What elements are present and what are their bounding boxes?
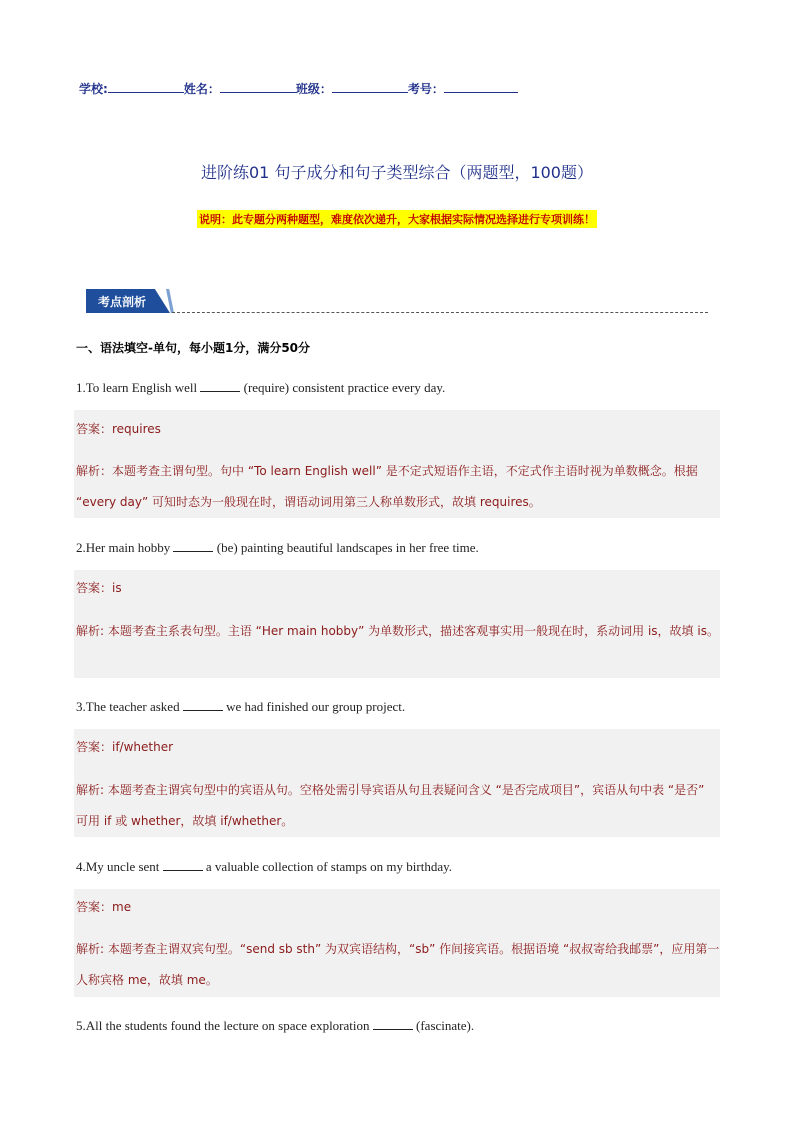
question-5-before: 5.All the students found the lecture on space exploration: [76, 1018, 373, 1033]
question-3-after: we had finished our group project.: [222, 699, 406, 714]
section-tab-label: 考点剖析: [98, 295, 147, 309]
answer-2: 答案：is: [76, 581, 122, 595]
note-wrapper: [0, 208, 794, 228]
exam-id-field[interactable]: [408, 80, 518, 97]
section-divider: [172, 312, 708, 313]
answer-3: 答案：if/whether: [76, 740, 174, 754]
question-4-before: 4.My uncle sent: [76, 859, 163, 874]
question-2: [76, 540, 479, 556]
question-1-before: 1.To learn English well: [76, 380, 201, 395]
question-4: [76, 859, 452, 875]
document-title: 进阶练01 句子成分和句子类型综合（两题型，100题）: [201, 163, 593, 182]
instruction-note: 说明：此专题分两种题型，难度依次递升，大家根据实际情况选择进行专项训练！: [197, 210, 597, 228]
school-label: 学校:: [79, 82, 108, 96]
question-1: [76, 380, 445, 396]
explanation-2: 解析: 本题考查主系表句型。主语 “Her main hobby” 为单数形式，描述客观事实用一般现在时，系动词用 is，故填 is。: [76, 624, 719, 638]
question-2-blank[interactable]: [173, 540, 213, 552]
class-blank[interactable]: [332, 82, 408, 93]
question-1-blank[interactable]: [200, 380, 240, 392]
exam-id-label: 考号：: [407, 82, 444, 96]
student-info-fields: [79, 80, 518, 97]
question-5: [76, 1018, 474, 1034]
question-3-before: 3.The teacher asked: [76, 699, 183, 714]
school-blank[interactable]: [108, 82, 184, 93]
explanation-1: 解析：本题考查主谓句型。句中 “To learn English well” 是不定式短语作主语，不定式作主语时视为单数概念。根据 “every day” 可知时态为一般现在时，谓语动词用第三人称单数形式，故填 requires。: [76, 464, 698, 509]
name-field[interactable]: [184, 80, 296, 97]
explanation-3: 解析: 本题考查主谓宾句型中的宾语从句。空格处需引导宾语从句且表疑问含义 “是否完成项目”，宾语从句中表 “是否” 可用 if 或 whether，故填 if/whether。: [76, 783, 705, 828]
question-4-after: a valuable collection of stamps on my birthday.: [202, 859, 452, 874]
question-5-after: (fascinate).: [412, 1018, 475, 1033]
school-field[interactable]: [79, 80, 184, 97]
class-field[interactable]: [296, 80, 408, 97]
question-3-blank[interactable]: [183, 699, 223, 711]
name-label: 姓名：: [183, 82, 220, 96]
explanation-4: 解析: 本题考查主谓双宾句型。“send sb sth” 为双宾语结构，“sb” 作间接宾语。根据语境 “叔叔寄给我邮票”，应用第一人称宾格 me，故填 me。: [76, 942, 720, 987]
question-5-blank[interactable]: [373, 1018, 413, 1030]
class-label: 班级：: [295, 82, 332, 96]
answer-1: 答案：requires: [76, 422, 161, 436]
name-blank[interactable]: [220, 82, 296, 93]
part-heading: 一、语法填空-单句，每小题1分，满分50分: [76, 341, 311, 355]
exam-id-blank[interactable]: [444, 82, 518, 93]
question-3: [76, 699, 405, 715]
question-4-blank[interactable]: [163, 859, 203, 871]
question-1-after: (require) consistent practice every day.: [240, 380, 446, 395]
answer-4: 答案：me: [76, 900, 132, 914]
question-2-before: 2.Her main hobby: [76, 540, 174, 555]
question-2-after: (be) painting beautiful landscapes in her free time.: [213, 540, 479, 555]
